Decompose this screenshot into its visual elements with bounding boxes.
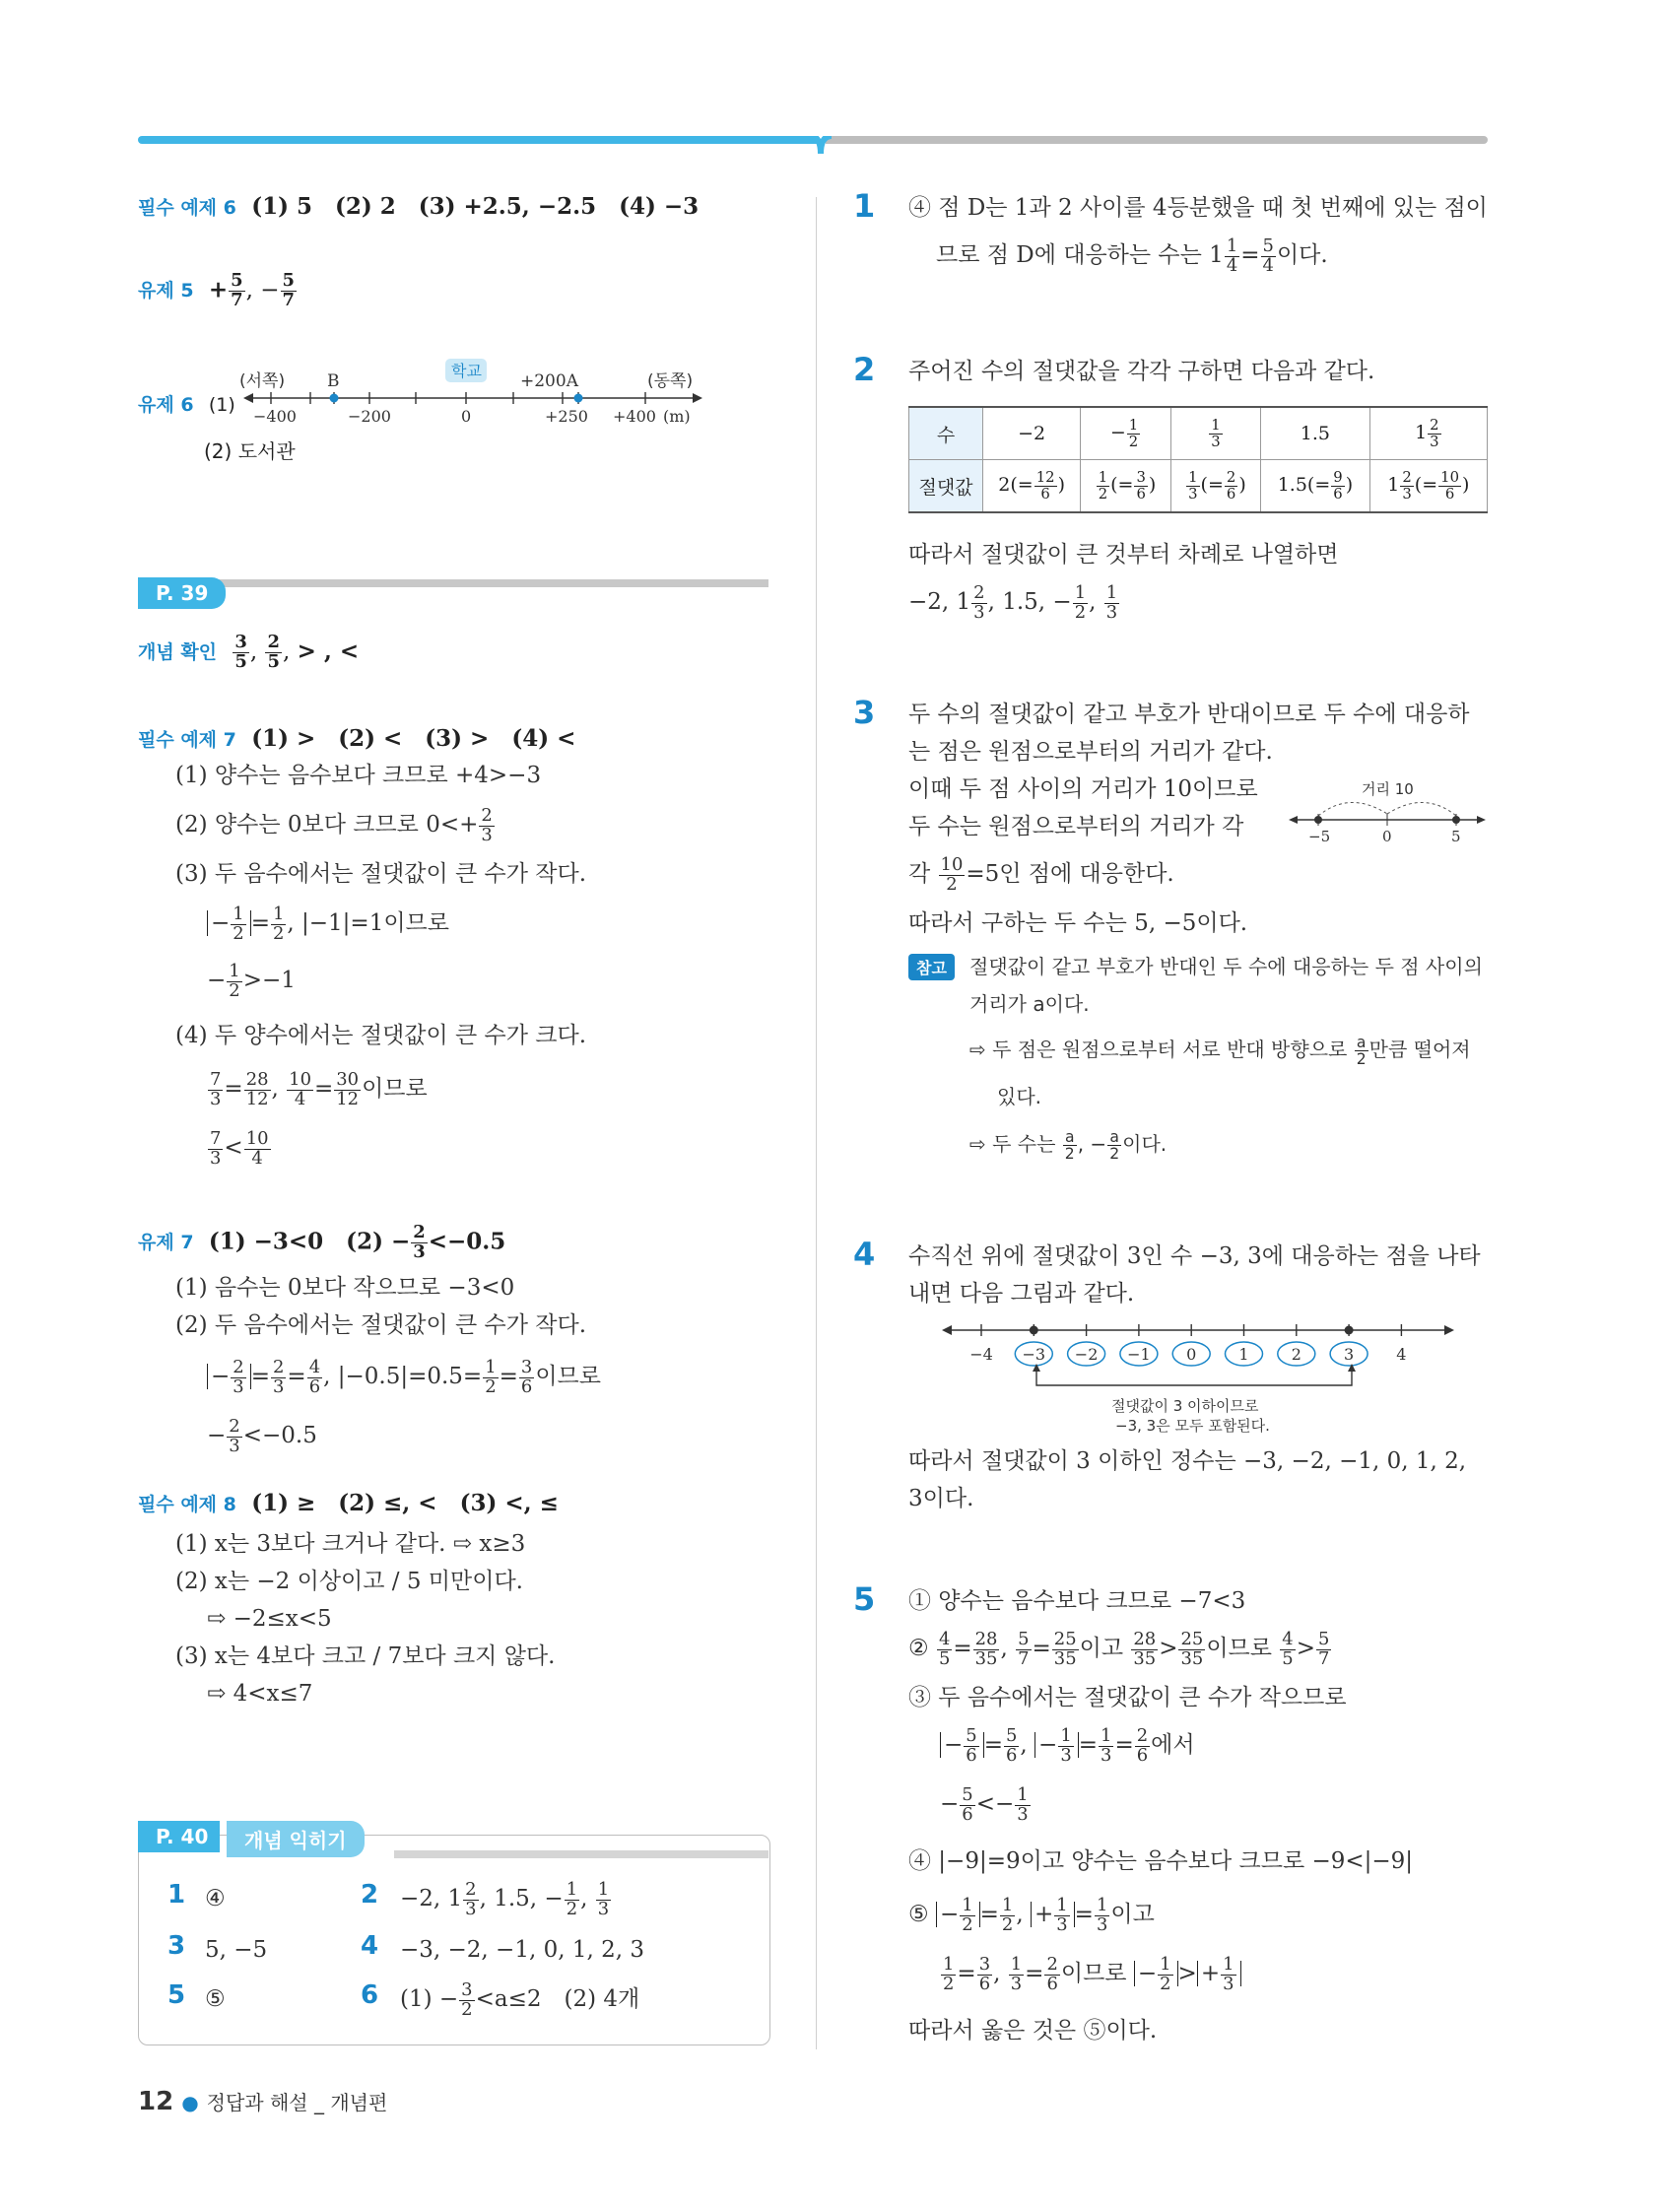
tick-label: 0 <box>1186 1345 1197 1364</box>
tick-label: −400 <box>253 407 297 426</box>
caption-line: −3, 3은 모두 포함된다. <box>1115 1417 1270 1435</box>
tick-label: 5 <box>1451 828 1461 845</box>
column-divider <box>816 197 817 2049</box>
practice-answer-3: 5, −5 <box>205 1937 268 1963</box>
q3-line3: 이때 두 점 사이의 거리가 10이므로 <box>908 776 1258 802</box>
q2-line1: 주어진 수의 절댓값을 각각 구하면 다음과 같다. <box>908 359 1375 384</box>
table-cell: $\frac{1}{2}$ (= $\frac{3}{6}$ ) <box>1081 460 1170 513</box>
q5-line5b: $\frac{1}{2}$ = $\frac{3}{6}$ , $\frac{1}{3}$ = $\frac{2}{6}$ 이므로 − $\frac{1}{2}$ > + $\frac{1}{3}$ <box>940 1955 1241 1993</box>
practice-answer-5: ⑤ <box>205 1986 226 2012</box>
header-notch <box>810 136 832 158</box>
table-row <box>909 407 1488 460</box>
school-label: 학교 <box>451 362 482 380</box>
reference-note-4: 있다. <box>997 1085 1041 1108</box>
table-cell: $\frac{1}{3}$ (= $\frac{2}{6}$ ) <box>1170 460 1260 513</box>
practice-answer-4: −3, −2, −1, 0, 1, 2, 3 <box>400 1937 644 1963</box>
table-row <box>909 460 1488 513</box>
page-badge-39: P. 39 <box>138 577 226 609</box>
example-7-line3b: − $\frac{1}{2}$ = $\frac{1}{2}$ , |−1|=1이므로 <box>207 905 449 943</box>
distance-label: 거리 10 <box>1362 780 1414 798</box>
concept-practice-title: 개념 익히기 <box>227 1821 365 1857</box>
example-7-line1: (1) 양수는 음수보다 크므로 +4>−3 <box>175 763 542 788</box>
tick-label: 1 <box>1238 1345 1249 1364</box>
exercise-6: 유제 6 (1) <box>138 394 235 416</box>
q5-line3c: − $\frac{5}{6}$ <− $\frac{1}{3}$ <box>940 1783 1029 1825</box>
table-cell: − $\frac{1}{2}$ <box>1081 407 1170 460</box>
point-A <box>574 394 583 403</box>
practice-number: 6 <box>361 1980 379 2010</box>
unit-label: (m) <box>663 407 691 426</box>
absolute-value-table <box>908 406 1488 513</box>
question-number: 5 <box>853 1580 876 1618</box>
q5-line5: ⑤ − $\frac{1}{2}$ = $\frac{1}{2}$ , + $\frac{1}{3}$ = $\frac{1}{3}$ 이고 <box>908 1894 1155 1935</box>
section-rule <box>394 1850 768 1858</box>
section-rule <box>138 579 768 587</box>
question-number: 3 <box>853 694 876 731</box>
exercise-7: 유제 7 (1) −3<0 (2) − $\frac{2}{3}$ <−0.5 <box>138 1222 506 1262</box>
q1-line2: 므로 점 D에 대응하는 수는 1 $\frac{1}{4}$ = $\frac{5}{4}$ 이다. <box>936 235 1328 276</box>
q5-line2: ② $\frac{4}{5}$ = $\frac{28}{35}$ , $\frac{5}{7}$ = $\frac{25}{35}$ 이고 $\frac{28}{35}$ > $\frac{25}{35}$ 이므로 $\frac{4}{5}$ > $\frac{5}{7}$ <box>908 1628 1330 1669</box>
point-B-label: B <box>327 371 340 391</box>
exercise-7-line2: (2) 두 음수에서는 절댓값이 큰 수가 작다. <box>175 1312 587 1338</box>
example-8-line2: (2) x는 −2 이상이고 / 5 미만이다. <box>175 1569 523 1594</box>
practice-number: 3 <box>167 1931 186 1961</box>
question-number: 4 <box>853 1236 876 1273</box>
tick-label: −5 <box>1308 828 1331 845</box>
example-8: 필수 예제 8 (1) ≥ (2) ≤, < (3) <, ≤ <box>138 1490 559 1516</box>
q1-line1: ④ 점 D는 1과 2 사이를 4등분했을 때 첫 번째에 있는 점이 <box>908 195 1488 221</box>
distance-figure <box>1289 776 1486 845</box>
q5-line3b: − $\frac{5}{6}$ = $\frac{5}{6}$ , − $\frac{1}{3}$ = $\frac{1}{3}$ = $\frac{2}{6}$ 에서 <box>940 1726 1195 1765</box>
q2-line3: −2, 1 $\frac{2}{3}$ , 1.5, − $\frac{1}{2}$ , $\frac{1}{3}$ <box>908 581 1118 623</box>
practice-number: 4 <box>361 1931 379 1961</box>
bullet-icon: ● <box>181 2091 199 2114</box>
reference-tag: 참고 <box>908 954 955 980</box>
table-cell: 1 $\frac{2}{3}$ (= $\frac{10}{6}$ ) <box>1369 460 1487 513</box>
reference-note-3: ⇨ 두 점은 원점으로부터 서로 반대 방향으로 $\frac{a}{2}$ 만큼 떨어져 <box>969 1033 1471 1068</box>
table-cell: 1.5 <box>1261 407 1370 460</box>
question-number: 2 <box>853 351 876 388</box>
q4-line3: 따라서 절댓값이 3 이하인 정수는 −3, −2, −1, 0, 1, 2, <box>908 1448 1467 1474</box>
page-number: 12 <box>138 2087 174 2116</box>
example-8-line1: (1) x는 3보다 크거나 같다. ⇨ x≥3 <box>175 1531 526 1557</box>
integer-number-line <box>942 1316 1454 1439</box>
table-cell: 1.5(= $\frac{9}{6}$ ) <box>1261 460 1370 513</box>
q5-line6: 따라서 옳은 것은 ⑤이다. <box>908 2018 1158 2044</box>
west-label: (서쪽) <box>239 371 286 391</box>
tick-label: +400 <box>613 407 656 426</box>
tick-label: 3 <box>1344 1345 1355 1364</box>
q3-line4: 두 수는 원점으로부터의 거리가 각 <box>908 814 1244 839</box>
practice-number: 5 <box>167 1980 186 2010</box>
exercise-5: 유제 5 + $\frac{5}{7}$ , − $\frac{5}{7}$ <box>138 270 296 310</box>
reference-note-2: 거리가 a이다. <box>969 992 1090 1016</box>
concept-check: 개념 확인 $\frac{3}{5}$ , $\frac{2}{5}$ , > , < <box>138 632 360 672</box>
header-bar-left <box>138 136 818 144</box>
tick-label: 0 <box>461 407 472 426</box>
point-B <box>330 394 339 403</box>
table-cell: $\frac{1}{3}$ <box>1170 407 1260 460</box>
q3-line5: 각 $\frac{10}{2}$ =5인 점에 대응한다. <box>908 853 1174 895</box>
reference-note-1: 절댓값이 같고 부호가 반대인 두 수에 대응하는 두 점 사이의 <box>969 955 1483 978</box>
example-8-line2b: ⇨ −2≤x<5 <box>207 1606 332 1632</box>
practice-number: 1 <box>167 1880 186 1910</box>
example-7-line3: (3) 두 음수에서는 절댓값이 큰 수가 작다. <box>175 861 587 887</box>
east-label: (동쪽) <box>647 371 694 391</box>
q2-line2: 따라서 절댓값이 큰 것부터 차례로 나열하면 <box>908 542 1339 568</box>
practice-answer-1: ④ <box>205 1886 226 1911</box>
practice-answer-2: −2, 1 $\frac{2}{3}$ , 1.5, − $\frac{1}{2}$ , $\frac{1}{3}$ <box>400 1878 610 1919</box>
practice-answer-6: (1) − $\frac{3}{2}$ <a≤2 (2) 4개 <box>400 1978 640 2020</box>
plotted-point <box>1345 1326 1354 1335</box>
header-bar-right <box>826 136 1488 144</box>
example-8-line3: (3) x는 4보다 크고 / 7보다 크지 않다. <box>175 1643 556 1669</box>
exercise-7-line1: (1) 음수는 0보다 작으므로 −3<0 <box>175 1275 515 1301</box>
tick-label: 4 <box>1396 1345 1407 1364</box>
table-cell: 2(= $\frac{12}{6}$ ) <box>983 460 1081 513</box>
q4-line1: 수직선 위에 절댓값이 3인 수 −3, 3에 대응하는 점을 나타 <box>908 1243 1481 1269</box>
example-7: 필수 예제 7 (1) > (2) < (3) > (4) < <box>138 725 576 752</box>
q5-line4: ④ |−9|=9이고 양수는 음수보다 크므로 −9<|−9| <box>908 1848 1414 1874</box>
exercise-7-line2b: − $\frac{2}{3}$ = $\frac{2}{3}$ = $\frac{4}{6}$ , |−0.5|=0.5= $\frac{1}{2}$ = $\frac{3}{6}$ 이므로 <box>207 1358 601 1396</box>
exercise-7-line3: − $\frac{2}{3}$ <−0.5 <box>207 1415 317 1456</box>
example-6: 필수 예제 6 (1) 5 (2) 2 (3) +2.5, −2.5 (4) −3 <box>138 193 700 220</box>
q3-line6: 따라서 구하는 두 수는 5, −5이다. <box>908 910 1248 936</box>
tick-label: −3 <box>1022 1345 1046 1364</box>
tick-label: +250 <box>545 407 588 426</box>
tick-label: 2 <box>1291 1345 1301 1364</box>
page-footer <box>138 2087 387 2116</box>
number-line-figure <box>232 355 704 434</box>
footer-text: 정답과 해설 _ 개념편 <box>206 2091 388 2114</box>
table-header-cell: 절댓값 <box>909 460 983 513</box>
table-cell: 1 $\frac{2}{3}$ <box>1369 407 1487 460</box>
example-7-line4c: $\frac{7}{3}$ < $\frac{10}{4}$ <box>210 1127 269 1169</box>
q3-line2: 는 점은 원점으로부터의 거리가 같다. <box>908 739 1273 765</box>
plotted-point <box>1030 1326 1038 1335</box>
q5-line1: ① 양수는 음수보다 크므로 −7<3 <box>908 1588 1246 1614</box>
exercise-6-part2: (2) 도서관 <box>204 439 296 463</box>
q3-line1: 두 수의 절댓값이 같고 부호가 반대이므로 두 수에 대응하 <box>908 702 1470 727</box>
practice-number: 2 <box>361 1880 379 1910</box>
example-7-line4b: $\frac{7}{3}$ = $\frac{28}{12}$ , $\frac{10}{4}$ = $\frac{30}{12}$ 이므로 <box>210 1068 428 1109</box>
example-8-line3b: ⇨ 4<x≤7 <box>207 1681 313 1707</box>
example-7-line3c: − $\frac{1}{2}$ >−1 <box>207 960 296 1001</box>
tick-label: 0 <box>1382 828 1392 845</box>
tick-label: −200 <box>348 407 391 426</box>
tick-label: −4 <box>969 1345 993 1364</box>
example-7-line2: (2) 양수는 0보다 크므로 0<+ $\frac{2}{3}$ <box>175 804 493 845</box>
point-A-label: +200A <box>520 371 578 391</box>
table-cell: −2 <box>983 407 1081 460</box>
caption-line: 절댓값이 3 이하이므로 <box>1111 1397 1259 1415</box>
example-7-line4: (4) 두 양수에서는 절댓값이 큰 수가 크다. <box>175 1023 587 1048</box>
tick-label: −1 <box>1127 1345 1151 1364</box>
q4-line2: 내면 다음 그림과 같다. <box>908 1281 1135 1307</box>
q5-line3: ③ 두 음수에서는 절댓값이 큰 수가 작으므로 <box>908 1685 1347 1710</box>
q4-line4: 3이다. <box>908 1486 974 1511</box>
tick-label: −2 <box>1074 1345 1099 1364</box>
page-badge-40: P. 40 <box>138 1821 220 1852</box>
question-number: 1 <box>853 187 876 225</box>
reference-note-5: ⇨ 두 수는 $\frac{a}{2}$ , − $\frac{a}{2}$ 이다. <box>969 1127 1168 1163</box>
table-header-cell: 수 <box>909 407 983 460</box>
